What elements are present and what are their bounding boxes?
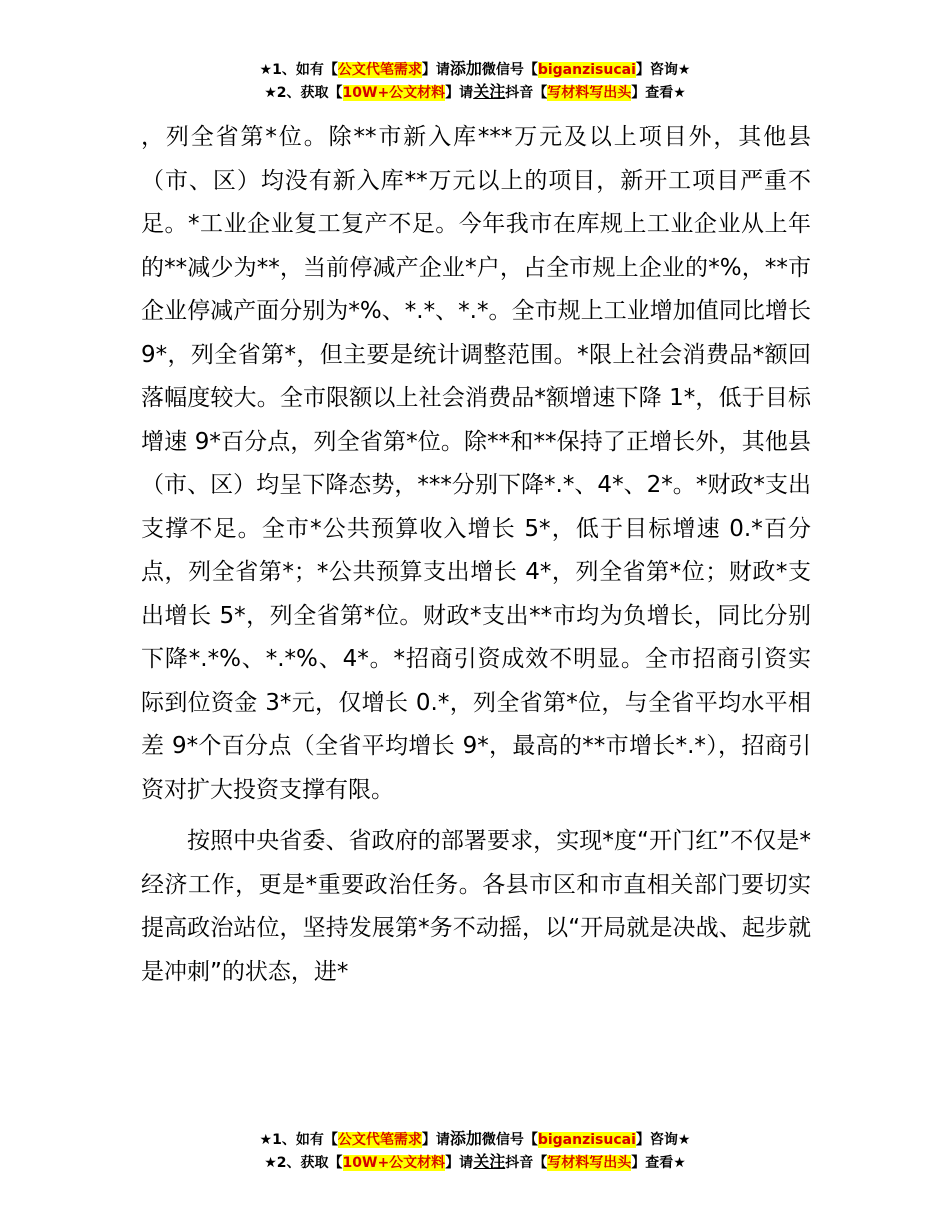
banner-highlight: 10W+公文材料 xyxy=(342,1155,446,1171)
header-banner xyxy=(0,58,950,104)
banner-text: 微信号【 xyxy=(481,1132,538,1148)
banner-emphasis: 添加 xyxy=(449,1129,482,1148)
banner-text: 】查看★ xyxy=(631,85,686,101)
banner-text: ★2、获取【 xyxy=(264,1155,343,1171)
banner-line-2 xyxy=(0,81,950,104)
banner-text: 】请 xyxy=(445,85,474,101)
banner-highlight: biganzisucai xyxy=(537,1132,636,1148)
banner-text: 】咨询★ xyxy=(635,62,691,78)
banner-highlight: 10W+公文材料 xyxy=(342,85,446,101)
banner-text: 抖音【 xyxy=(505,85,548,101)
banner-line-1 xyxy=(0,58,950,81)
banner-highlight: 写材料写出头 xyxy=(547,1155,632,1171)
banner-line-2 xyxy=(0,1151,950,1174)
banner-text: ★1、如有【 xyxy=(259,1132,338,1148)
banner-text: ★1、如有【 xyxy=(259,62,338,78)
banner-text: 】查看★ xyxy=(631,1155,686,1171)
paragraph-1: ，列全省第*位。除**市新入库***万元及以上项目外，其他县（市、区）均没有新入库**万元以上的项目，新开工项目严重不足。*工业企业复工复产不足。今年我市在库规上工业企业从上年的**减少为**，当前停减产企业*户，占全市规上企业的*%，**市企业停减产面分别为*%、*.*、*.*。全市规上工业增加值同比增长 9*，列全省第*，但主要是统计调整范围。*限上社会消费品*额回落幅度较大。全市限额以上社会消费品*额增速下降 1*，低于目标增速 9*百分点，列全省第*位。除**和**保持了正增长外，其他县（市、区）均呈下降态势，***分别下降*.*、4*、2*。*财政*支出支撑不足。全市*公共预算收入增长 5*，低于目标增速 0.*百分点，列全省第*；*公共预算支出增长 4*，列全省第*位；财政*支出增长 5*，列全省第*位。财政*支出**市均为负增长，同比分别下降*.*%、*.*%、4*。*招商引资成效不明显。全市招商引资实际到位资金 3*元，仅增长 0.*，列全省第*位，与全省平均水平相差 9*个百分点（全省平均增长 9*，最高的**市增长*.*），招商引资对扩大投资支撑有限。 xyxy=(141,124,811,803)
banner-emphasis: 添加 xyxy=(449,59,482,78)
banner-emphasis: 关注 xyxy=(473,1152,506,1171)
document-body xyxy=(141,116,811,1002)
banner-text: 抖音【 xyxy=(505,1155,548,1171)
banner-text: 】请 xyxy=(421,1132,450,1148)
paragraph-2: 按照中央省委、省政府的部署要求，实现*度“开门红”不仅是*经济工作，更是*重要政治任务。各县市区和市直相关部门要切实提高政治站位，坚持发展第*务不动摇，以“开局就是决战、起步就是冲刺”的状态，进* xyxy=(141,828,811,985)
banner-text: ★2、获取【 xyxy=(264,85,343,101)
banner-highlight: 写材料写出头 xyxy=(547,85,632,101)
banner-highlight: biganzisucai xyxy=(537,62,636,78)
banner-text: 微信号【 xyxy=(481,62,538,78)
banner-text: 】请 xyxy=(421,62,450,78)
footer-banner xyxy=(0,1128,950,1174)
banner-highlight: 公文代笔需求 xyxy=(337,1132,422,1148)
banner-text: 】咨询★ xyxy=(635,1132,691,1148)
banner-highlight: 公文代笔需求 xyxy=(337,62,422,78)
banner-line-1 xyxy=(0,1128,950,1151)
banner-text: 】请 xyxy=(445,1155,474,1171)
banner-emphasis: 关注 xyxy=(473,82,506,101)
